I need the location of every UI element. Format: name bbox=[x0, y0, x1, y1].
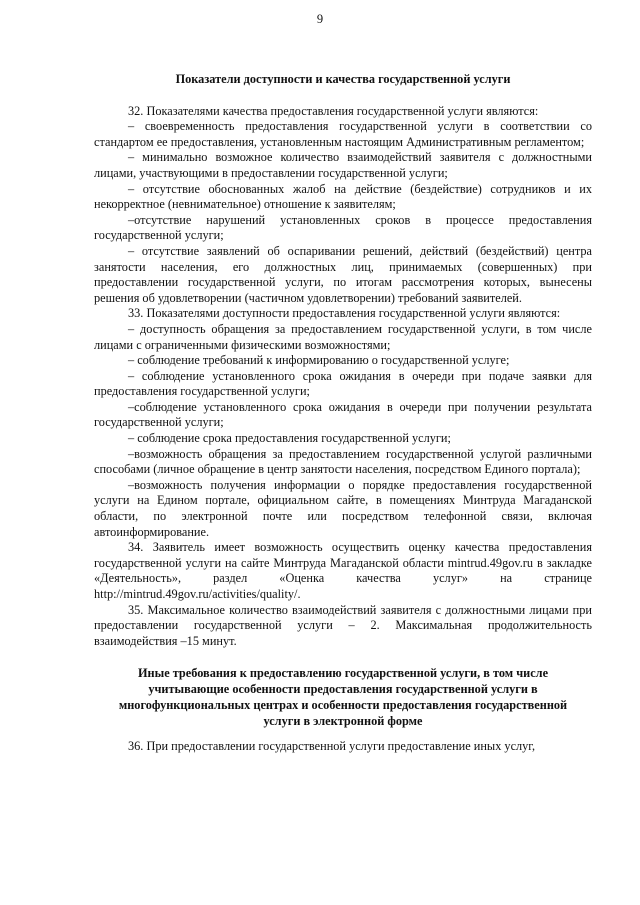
paragraph-32-item: – минимально возможное количество взаимодействий заявителя с должностными лицами, участвующими в предоставлении государственной услуги; bbox=[94, 150, 592, 180]
section-title-other-requirements: Иные требования к предоставлению государственной услуги, в том числе учитывающие особенности предоставления государственной услуги в многофункциональных центрах и особенности предоставления государственной услуги в электронной форме bbox=[118, 666, 568, 729]
paragraph-34: 34. Заявитель имеет возможность осуществить оценку качества предоставления государственной услуги на сайте Минтруда Магаданской области mintrud.49gov.ru в закладке «Деятельность», раздел «Оценка качества услуг» на странице http://mintrud.49gov.ru/activities/quality/. bbox=[94, 540, 592, 601]
paragraph-35: 35. Максимальное количество взаимодействий заявителя с должностными лицами при предоставлении государственной услуги – 2. Максимальная продолжительность взаимодействия –15 минут. bbox=[94, 602, 592, 648]
section-title-availability-quality: Показатели доступности и качества государственной услуги bbox=[175, 72, 511, 86]
page-number: 9 bbox=[316, 12, 324, 26]
paragraph-36: 36. При предоставлении государственной услуги предоставление иных услуг, bbox=[128, 739, 536, 754]
paragraph-32-item: –отсутствие нарушений установленных сроков в процессе предоставления государственной услуги; bbox=[94, 212, 592, 243]
paragraph-33-intro: 33. Показателями доступности предоставления государственной услуги являются: bbox=[128, 306, 561, 321]
paragraph-33-item: – соблюдение требований к информированию о государственной услуге; bbox=[128, 353, 510, 368]
paragraph-32-item: – своевременность предоставления государственной услуги в соответствии со стандартом ее предоставления, установленным настоящим Административным регламентом; bbox=[94, 119, 592, 149]
paragraph-33-item: –соблюдение установленного срока ожидания в очереди при получении результата государственной услуги; bbox=[94, 399, 592, 430]
paragraph-32-item: – отсутствие обоснованных жалоб на действие (бездействие) сотрудников и их некорректное (невнимательное) отношение к заявителям; bbox=[94, 181, 592, 212]
paragraph-33-item: –возможность получения информации о порядке предоставления государственной услуги на Едином портале, официальном сайте, в помещениях Минтруда Магаданской области, по электронной почте или посредством телефонной связи, включая автоинформирование. bbox=[94, 477, 592, 539]
paragraph-32-item: – отсутствие заявлений об оспаривании решений, действий (бездействий) центра занятости населения, его должностных лиц, принимаемых (совершенных) при предоставлении государственной услуги, по итогам рассмотрения которых, вынесены решения об удовлетворении (частичном удовлетворении) требований заявителей. bbox=[94, 243, 592, 305]
paragraph-33-item: – соблюдение установленного срока ожидания в очереди при подаче заявки для предоставления государственной услуги; bbox=[94, 368, 592, 399]
paragraph-32-intro: 32. Показателями качества предоставления государственной услуги являются: bbox=[128, 103, 539, 118]
paragraph-33-item: – соблюдение срока предоставления государственной услуги; bbox=[128, 431, 451, 446]
document-body bbox=[94, 72, 592, 755]
paragraph-33-item: – доступность обращения за предоставлением государственной услуги, в том числе лицами с ограниченными физическими возможностями; bbox=[94, 321, 592, 352]
paragraph-33-item: –возможность обращения за предоставлением государственной услугой различными способами (личное обращение в центр занятости населения, посредством Единого портала); bbox=[94, 446, 592, 477]
